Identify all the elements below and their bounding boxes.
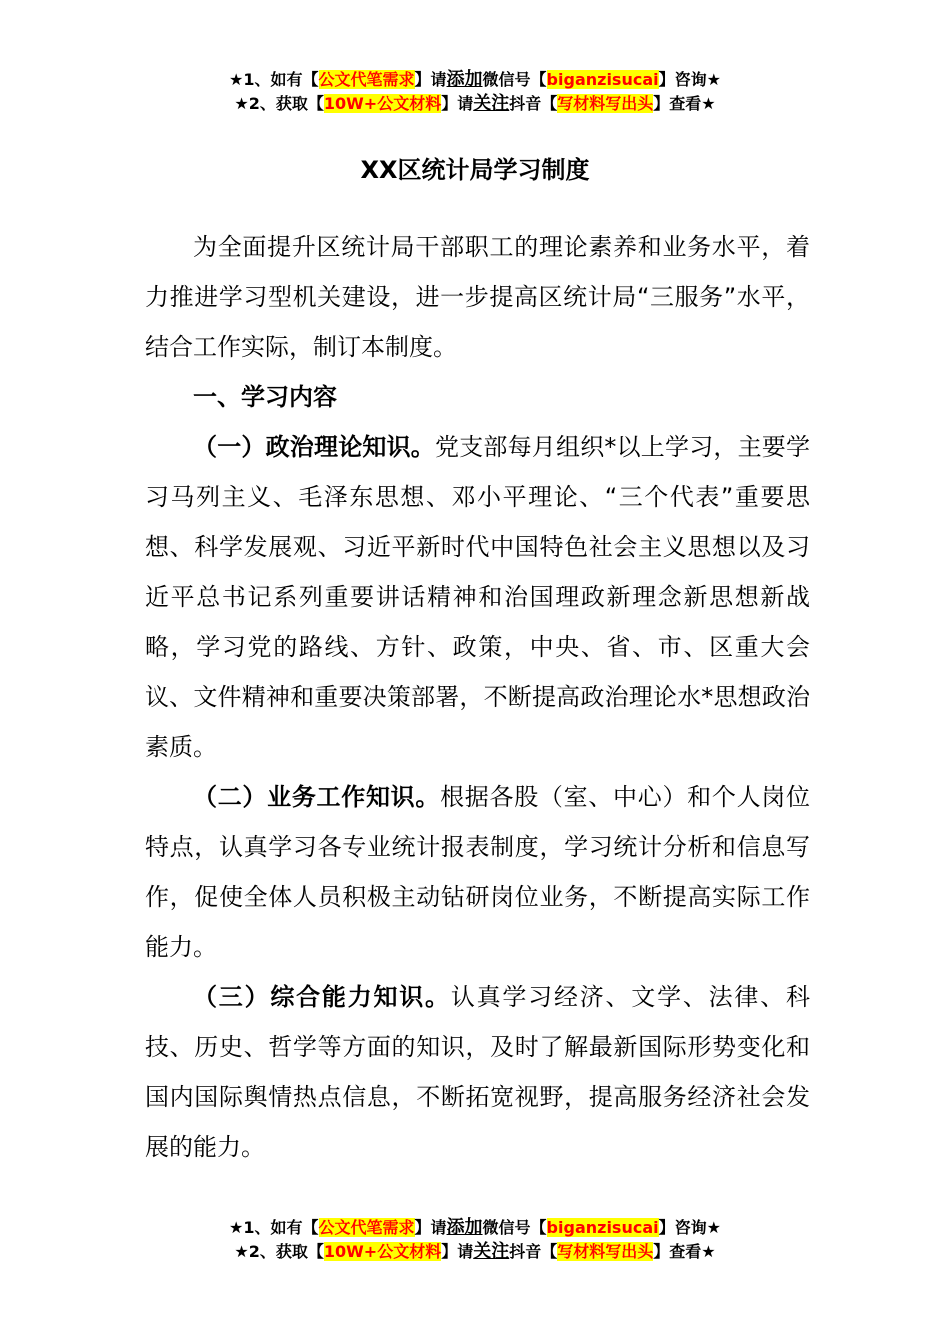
header-banner	[0, 68, 950, 116]
banner-highlight: 10W+公文材料	[323, 1242, 442, 1261]
banner-line-2: ★2、获取【10W+公文材料】请关注抖音【写材料写出头】查看★	[234, 93, 716, 114]
item-label: （二）业务工作知识。	[193, 783, 441, 811]
banner-highlight: 10W+公文材料	[323, 94, 442, 113]
item-label: （三）综合能力知识。	[193, 983, 451, 1011]
section-heading: 一、学习内容	[193, 383, 337, 411]
footer-banner	[0, 1216, 950, 1264]
banner-underlined: 添加	[446, 1217, 483, 1238]
banner-wechat-id: biganzisucai	[546, 1218, 659, 1237]
banner-line-1: ★1、如有【公文代笔需求】请添加微信号【biganzisucai】咨询★	[229, 69, 721, 90]
document-body	[145, 222, 810, 1172]
item-text: 党支部每月组织*以上学习，主要学习马列主义、毛泽东思想、邓小平理论、“三个代表”重要思想、科学发展观、习近平新时代中国特色社会主义思想以及习近平总书记系列重要讲话精神和治国理政新理念新思想新战略，学习党的路线、方针、政策，中央、省、市、区重大会议、文件精神和重要决策部署，不断提高政治理论水*思想政治素质。	[145, 433, 810, 761]
intro-paragraph: 为全面提升区统计局干部职工的理论素养和业务水平，着力推进学习型机关建设，进一步提高区统计局“三服务”水平，结合工作实际，制订本制度。	[145, 233, 810, 361]
banner-line-2: ★2、获取【10W+公文材料】请关注抖音【写材料写出头】查看★	[234, 1241, 716, 1262]
document-title: XX区统计局学习制度	[360, 156, 590, 184]
banner-line-1: ★1、如有【公文代笔需求】请添加微信号【biganzisucai】咨询★	[229, 1217, 721, 1238]
banner-douyin-id: 写材料写出头	[557, 94, 654, 113]
item-paragraph	[145, 422, 810, 772]
banner-highlight: 公文代笔需求	[318, 1218, 415, 1237]
item-paragraph	[145, 772, 810, 972]
banner-underlined: 添加	[446, 69, 483, 90]
item-label: （一）政治理论知识。	[193, 433, 435, 461]
banner-underlined: 关注	[473, 93, 510, 114]
item-text: 根据各股（室、中心）和个人岗位特点，认真学习各专业统计报表制度，学习统计分析和信息写作，促使全体人员积极主动钻研岗位业务，不断提高实际工作能力。	[145, 783, 811, 961]
banner-douyin-id: 写材料写出头	[557, 1242, 654, 1261]
banner-underlined: 关注	[473, 1241, 510, 1262]
banner-wechat-id: biganzisucai	[546, 70, 659, 89]
item-paragraph	[145, 972, 810, 1172]
banner-highlight: 公文代笔需求	[318, 70, 415, 89]
item-text: 认真学习经济、文学、法律、科技、历史、哲学等方面的知识，及时了解最新国际形势变化和国内国际舆情热点信息，不断拓宽视野，提高服务经济社会发展的能力。	[145, 983, 811, 1161]
